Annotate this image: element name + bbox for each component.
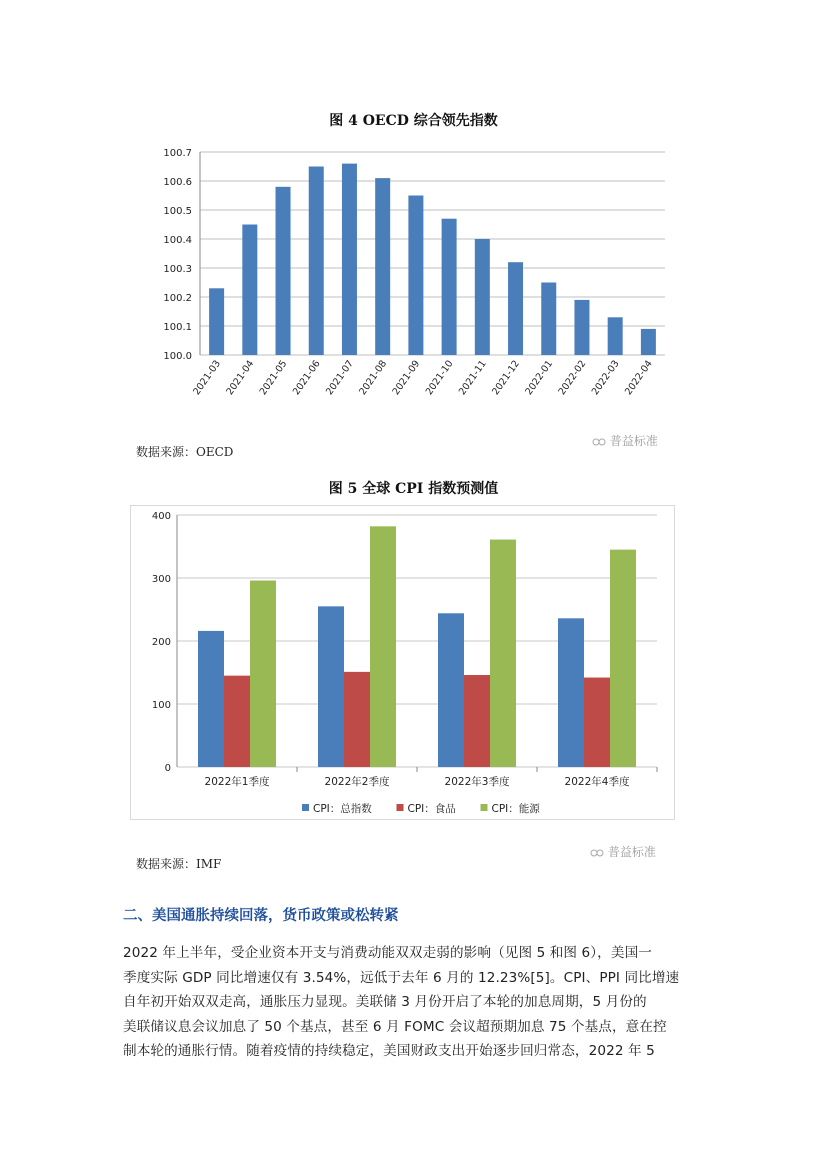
x-tick-label: 2021-08 [357, 358, 390, 398]
legend-label: CPI：食品 [407, 803, 456, 815]
bar [375, 178, 390, 355]
bar [250, 581, 276, 767]
bar [370, 526, 396, 767]
bar [242, 225, 257, 356]
legend-swatch [481, 804, 488, 811]
x-tick-label: 2021-04 [224, 358, 257, 398]
bar [198, 631, 224, 767]
bar [224, 676, 250, 767]
y-tick-label: 300 [151, 574, 171, 585]
figure4-watermark-text: 普益标准 [609, 434, 658, 448]
x-tick-label: 2021-03 [191, 358, 224, 398]
y-tick-label: 200 [151, 637, 171, 648]
x-tick-label: 2022年4季度 [564, 776, 630, 788]
figure4-chart [150, 140, 680, 420]
y-tick-label: 100 [151, 700, 171, 711]
figure4-watermark [592, 432, 658, 449]
y-tick-label: 0 [164, 763, 171, 774]
x-tick-label: 2022年1季度 [204, 776, 270, 788]
figure5-watermark [590, 843, 656, 860]
watermark-logo-icon [590, 848, 604, 858]
paragraph-line: 美联储议息会议加息了 50 个基点，甚至 6 月 FOMC 会议超预期加息 75 个基点，意在控 [123, 1018, 667, 1035]
bar [508, 262, 523, 355]
x-tick-label: 2022-04 [623, 358, 655, 398]
y-tick-label: 100.7 [163, 148, 192, 159]
x-tick-label: 2021-10 [423, 358, 456, 398]
x-tick-label: 2022-02 [556, 358, 589, 398]
bar [342, 164, 357, 355]
bar [276, 187, 291, 355]
x-tick-label: 2022-01 [523, 358, 556, 398]
bar [541, 283, 556, 356]
paragraph-line: 2022 年上半年，受企业资本开支与消费动能双双走弱的影响（见图 5 和图 6），美国一 [123, 945, 652, 961]
legend-label: CPI：总指数 [313, 803, 372, 815]
bar [318, 606, 344, 767]
x-tick-label: 2022年3季度 [444, 776, 510, 788]
y-tick-label: 100.4 [163, 235, 192, 246]
paragraph-line: 自年初开始双双走高，通胀压力显现。美联储 3 月份开启了本轮的加息周期，5 月份的 [123, 994, 647, 1010]
legend-swatch [397, 804, 404, 811]
section-paragraph [123, 941, 713, 1064]
x-tick-label: 2022年2季度 [324, 776, 390, 788]
figure4-source: 数据来源：OECD [136, 445, 234, 459]
y-tick-label: 100.2 [163, 293, 192, 304]
bar [490, 540, 516, 767]
bar [574, 300, 589, 355]
section-heading: 二、美国通胀持续回落，货币政策或松转紧 [123, 908, 399, 924]
x-tick-label: 2022-03 [589, 358, 622, 398]
x-tick-label: 2021-12 [490, 358, 522, 398]
paragraph-line: 季度实际 GDP 同比增速仅有 3.54%，远低于去年 6 月的 12.23%[5]。CPI、PPI 同比增速 [123, 969, 680, 986]
bar [641, 329, 656, 355]
bar [608, 317, 623, 355]
bar [438, 613, 464, 767]
legend-swatch [302, 804, 309, 811]
figure5-source: 数据来源：IMF [136, 857, 222, 871]
figure5-title: 图 5 全球 CPI 指数预测值 [328, 481, 499, 497]
bar [408, 196, 423, 356]
bar [442, 219, 457, 355]
bar [584, 678, 610, 767]
bar [475, 239, 490, 355]
figure5-watermark-text: 普益标准 [607, 845, 656, 859]
legend-label: CPI：能源 [491, 803, 540, 815]
figure5-chart [130, 505, 675, 820]
bar [558, 618, 584, 767]
y-tick-label: 100.5 [163, 206, 192, 217]
bar [464, 675, 490, 767]
y-tick-label: 400 [151, 511, 171, 522]
x-tick-label: 2021-06 [290, 358, 323, 398]
y-tick-label: 100.0 [163, 351, 192, 362]
paragraph-line: 制本轮的通胀行情。随着疫情的持续稳定，美国财政支出开始逐步回归常态，2022 年 5 [123, 1043, 655, 1059]
bar [610, 550, 636, 767]
y-tick-label: 100.1 [163, 322, 192, 333]
watermark-logo-icon [592, 437, 606, 447]
x-tick-label: 2021-05 [257, 358, 290, 398]
x-tick-label: 2021-11 [456, 358, 489, 398]
bar [209, 288, 224, 355]
x-tick-label: 2021-09 [390, 358, 423, 398]
figure4-title: 图 4 OECD 综合领先指数 [329, 113, 498, 129]
y-tick-label: 100.6 [163, 177, 192, 188]
bar [344, 672, 370, 767]
bar [309, 167, 324, 356]
y-tick-label: 100.3 [163, 264, 192, 275]
x-tick-label: 2021-07 [324, 358, 356, 398]
